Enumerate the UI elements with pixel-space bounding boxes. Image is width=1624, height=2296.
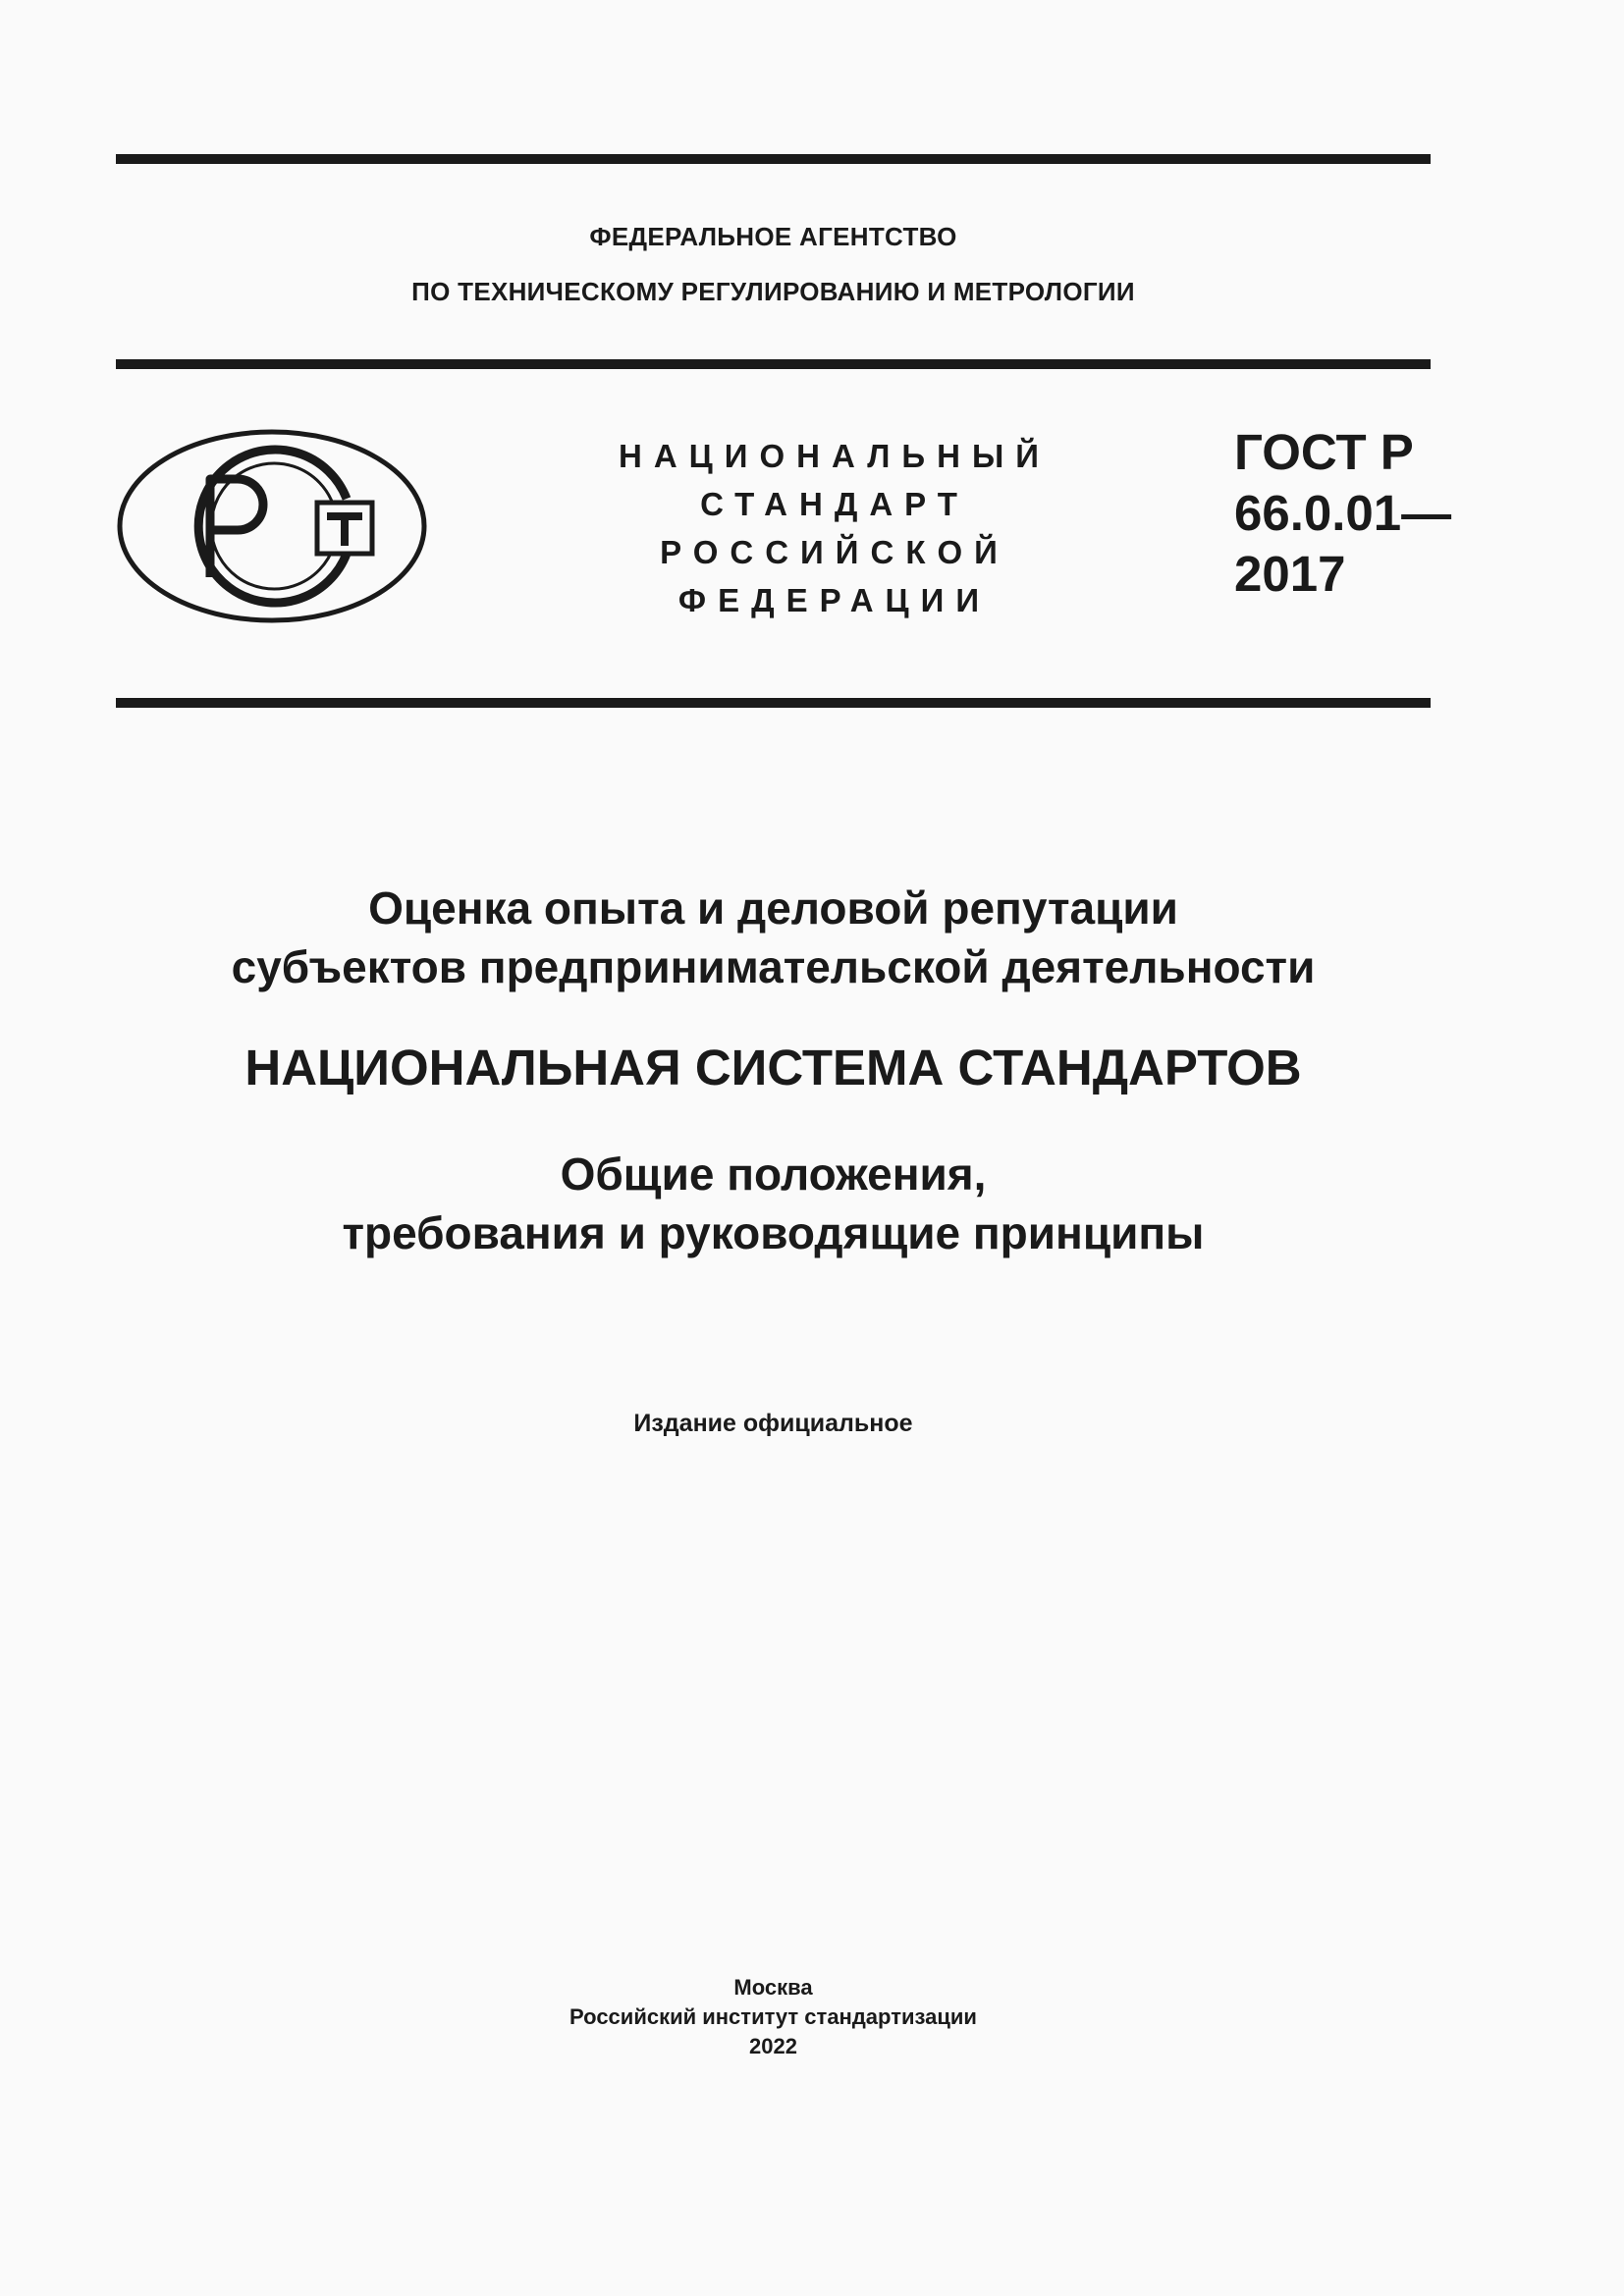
series-title-text: НАЦИОНАЛЬНАЯ СИСТЕМА СТАНДАРТОВ [244, 1040, 1302, 1095]
subtitle-line1: Общие положения, [560, 1148, 987, 1200]
edition-text: Издание официальное [633, 1410, 913, 1437]
standard-designation [1234, 422, 1451, 605]
national-standard-line2: СТАНДАРТ [700, 486, 969, 522]
title-line1: Оценка опыта и деловой репутации [368, 882, 1178, 934]
publisher-year: 2022 [749, 2034, 797, 2058]
title-line2: субъектов предпринимательской деятельности [231, 941, 1316, 992]
publisher-institute: Российский институт стандартизации [569, 2004, 977, 2029]
national-standard-label [550, 432, 1119, 624]
subtitle-line2: требования и руководящие принципы [342, 1207, 1205, 1258]
document-title [116, 879, 1431, 996]
designation-line1: ГОСТ Р [1234, 424, 1414, 480]
top-rule [116, 154, 1431, 164]
designation-line3: 2017 [1234, 546, 1346, 602]
edition-label [116, 1409, 1431, 1438]
document-subtitle [116, 1145, 1431, 1262]
designation-line2: 66.0.01— [1234, 485, 1452, 541]
rst-mark-icon [116, 428, 428, 624]
header-bottom-rule [116, 698, 1431, 708]
national-standard-line1: НАЦИОНАЛЬНЫЙ [619, 438, 1051, 474]
agency-name-line1: ФЕДЕРАЛЬНОЕ АГЕНТСТВО [589, 222, 957, 251]
agency-bottom-rule [116, 359, 1431, 369]
agency-name-line2: ПО ТЕХНИЧЕСКОМУ РЕГУЛИРОВАНИЮ И МЕТРОЛОГИИ [411, 277, 1135, 306]
publisher-city: Москва [733, 1975, 813, 2000]
national-standard-line3: РОССИЙСКОЙ [660, 534, 1009, 570]
national-standard-line4: ФЕДЕРАЦИИ [677, 582, 992, 618]
series-title [116, 1039, 1431, 1097]
publisher-block [116, 1973, 1431, 2061]
